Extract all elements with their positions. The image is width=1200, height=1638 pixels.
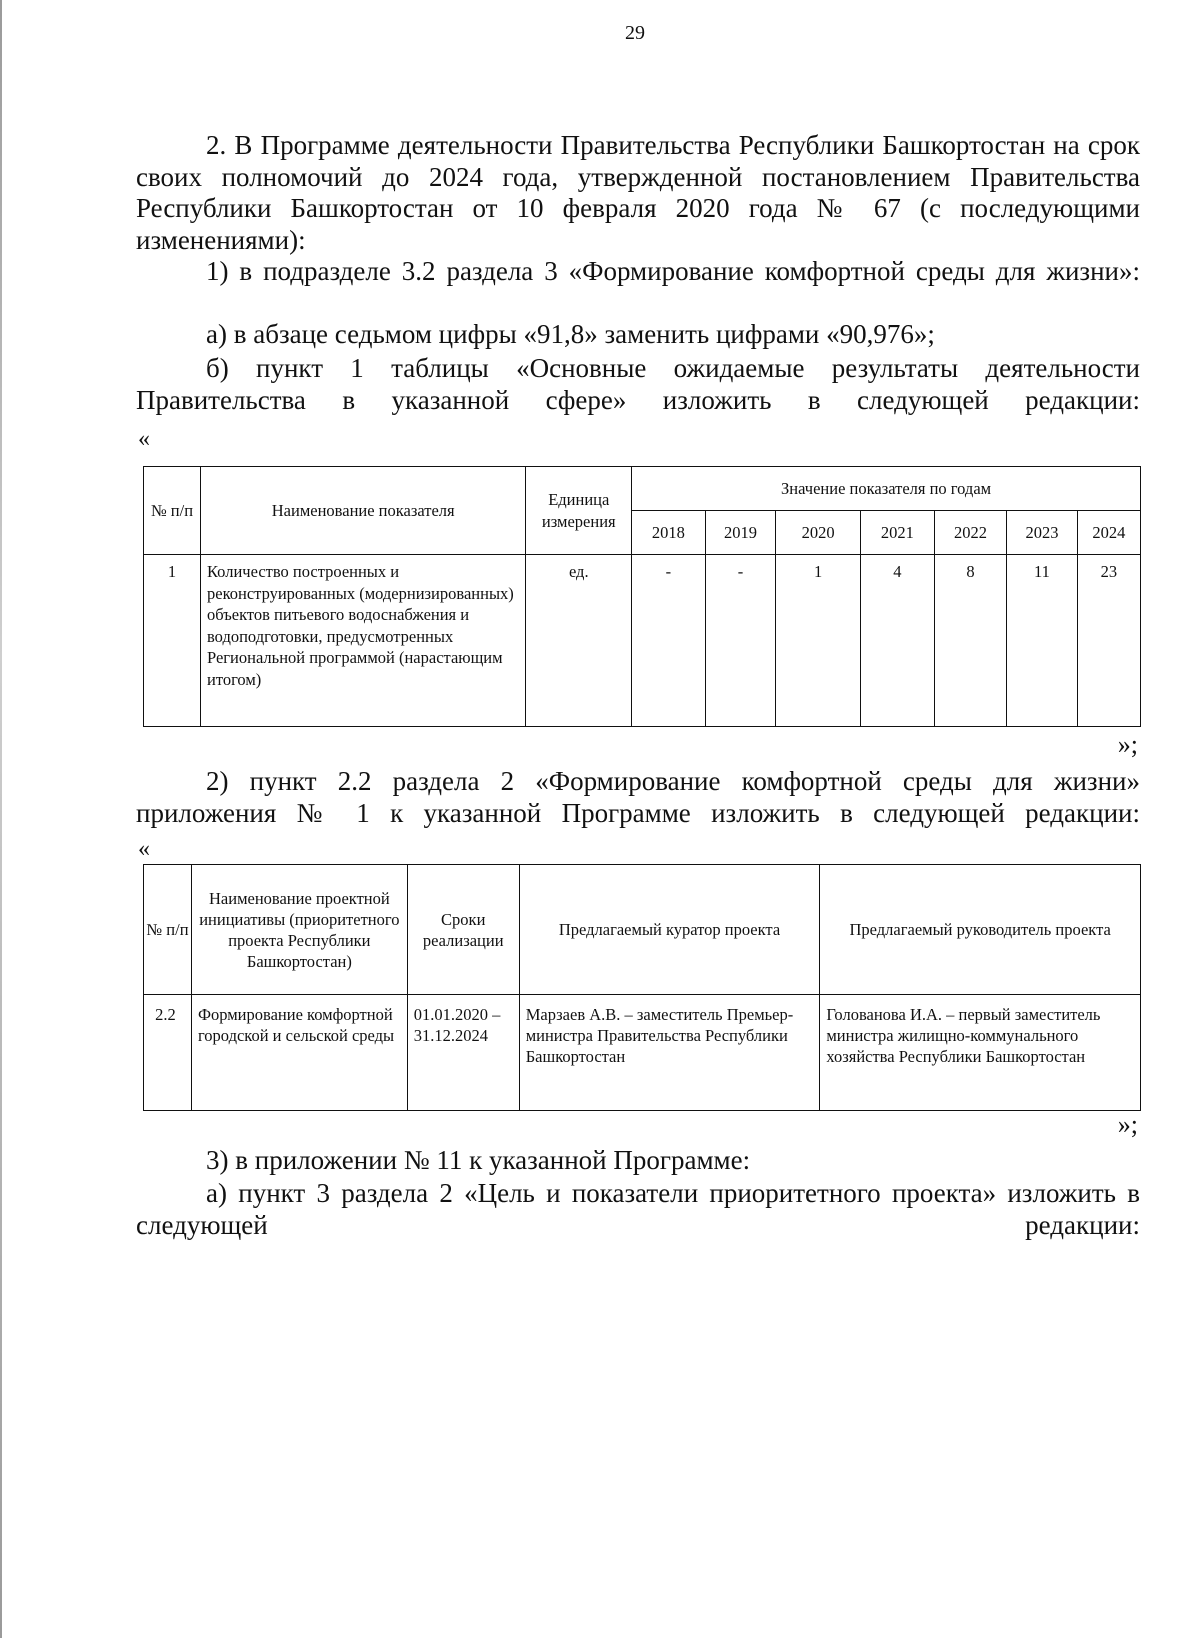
header-num: № п/п: [144, 467, 201, 555]
table-row: [144, 555, 1141, 727]
row-value: 11: [1007, 555, 1077, 727]
header-year: 2019: [705, 511, 775, 555]
paragraph-item-3: 3) в приложении № 11 к указанной Программе:: [206, 1145, 751, 1175]
header-unit: Единица измерения: [526, 467, 632, 555]
header-num: № п/п: [144, 865, 192, 995]
header-year: 2021: [861, 511, 935, 555]
header-curator: Предлагаемый куратор проекта: [519, 865, 820, 995]
quote-open-mark: «: [138, 426, 150, 452]
projects-table: [143, 864, 1141, 1111]
row-value: -: [705, 555, 775, 727]
row-value: 8: [934, 555, 1007, 727]
header-year: 2018: [632, 511, 706, 555]
row-curator: Марзаев А.В. – заместитель Премьер-министра Правительства Республики Башкортостан: [519, 995, 820, 1111]
page-number: 29: [625, 22, 645, 44]
header-leader: Предлагаемый руководитель проекта: [820, 865, 1141, 995]
header-year: 2020: [776, 511, 861, 555]
row-dates: 01.01.2020 – 31.12.2024: [407, 995, 519, 1111]
quote-close-mark: »;: [1117, 1110, 1138, 1139]
scan-left-edge: [0, 0, 2, 1638]
row-leader: Голованова И.А. – первый заместитель министра жилищно-коммунального хозяйства Республики Башкортостан: [820, 995, 1141, 1111]
results-table: [143, 466, 1141, 727]
header-year: 2023: [1007, 511, 1077, 555]
row-value: 4: [861, 555, 935, 727]
quote-close-mark: »;: [1117, 730, 1138, 759]
header-indicator-name: Наименование показателя: [201, 467, 526, 555]
header-values-by-year: Значение показателя по годам: [632, 467, 1141, 511]
table-row: [144, 995, 1141, 1111]
header-year: 2022: [934, 511, 1007, 555]
paragraph-item-2: 2) пункт 2.2 раздела 2 «Формирование комфортной среды для жизни» приложения № 1 к указанной Программе изложить в следующей редакции:: [136, 766, 1140, 828]
paragraph-item-3a: а) пункт 3 раздела 2 «Цель и показатели приоритетного проекта» изложить в следующей редакции:: [136, 1178, 1140, 1240]
header-year: 2024: [1077, 511, 1140, 555]
row-value: 23: [1077, 555, 1140, 727]
paragraph-subsection-3-2: 1) в подразделе 3.2 раздела 3 «Формирование комфортной среды для жизни»:: [206, 256, 1140, 286]
row-value: 1: [776, 555, 861, 727]
quote-open-mark: «: [138, 836, 150, 862]
row-indicator-name: Количество построенных и реконструированных (модернизированных) объектов питьевого водоснабжения и водоподготовки, предусмотренных Региональной программой (нарастающим итогом): [201, 555, 526, 727]
paragraph-item-a: а) в абзаце седьмом цифры «91,8» заменить цифрами «90,976»;: [206, 319, 935, 349]
header-dates: Сроки реализации: [407, 865, 519, 995]
paragraph-item-b: б) пункт 1 таблицы «Основные ожидаемые результаты деятельности Правительства в указанной сфере» изложить в следующей редакции:: [136, 353, 1140, 415]
row-initiative-name: Формирование комфортной городской и сельской среды: [191, 995, 407, 1111]
row-num: 2.2: [144, 995, 192, 1111]
row-unit: ед.: [526, 555, 632, 727]
row-value: -: [632, 555, 706, 727]
paragraph-program-amendment: 2. В Программе деятельности Правительства Республики Башкортостан на срок своих полномочий до 2024 года, утвержденной постановлением Правительства Республики Башкортостан от 10 февраля 2020 года № 67 (с последующими изменениями):: [136, 130, 1140, 255]
row-num: 1: [144, 555, 201, 727]
header-initiative-name: Наименование проектной инициативы (приоритетного проекта Республики Башкортостан): [191, 865, 407, 995]
